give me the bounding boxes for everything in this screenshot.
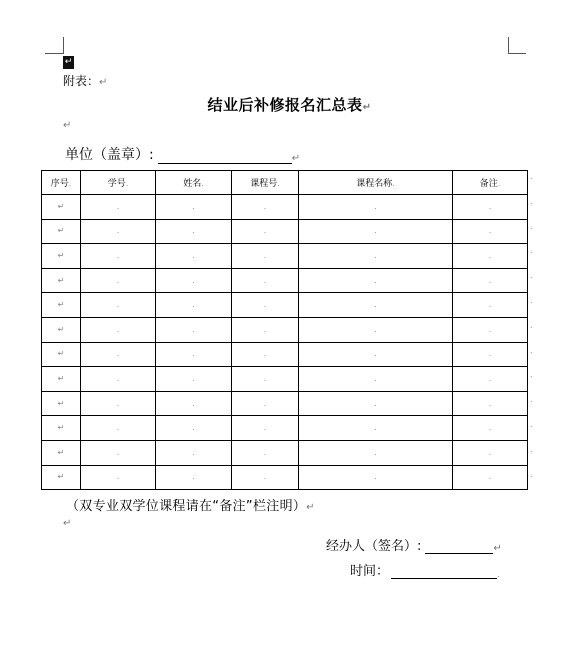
cell-end-mark: . (192, 398, 195, 408)
table-cell[interactable] (156, 342, 232, 367)
signature-field-row (326, 535, 502, 554)
cell-end-mark: . (116, 398, 120, 408)
table-row (42, 416, 528, 441)
cell-end-mark: . (263, 201, 267, 211)
cell-end-mark: . (192, 250, 195, 260)
table-cell[interactable] (81, 268, 156, 293)
cell-end-mark: . (488, 398, 492, 408)
seq-cell[interactable] (42, 391, 81, 416)
table-row (42, 342, 528, 367)
table-cell[interactable] (156, 219, 232, 244)
cell-end-mark: . (192, 300, 195, 310)
row-end-mark: . (530, 469, 533, 479)
cell-end-mark: . (116, 275, 120, 285)
paragraph-mark: ↵ (362, 102, 372, 113)
cell-end-mark: . (116, 447, 120, 457)
table-cell[interactable] (81, 317, 156, 342)
paragraph-mark: ↵ (306, 502, 315, 513)
cell-end-mark: . (192, 324, 195, 334)
header-student-id: 学号. (81, 171, 156, 195)
cell-return-mark: ↵ (57, 324, 65, 334)
row-end-mark: . (530, 172, 533, 181)
table-cell[interactable] (81, 416, 156, 441)
cell-end-mark: . (374, 226, 377, 236)
cell-end-mark: . (263, 324, 267, 334)
text-cursor[interactable]: ↵ (64, 57, 73, 67)
appendix-label (63, 72, 107, 89)
title-text: 结业后补修报名汇总表 (207, 96, 363, 114)
cell-return-mark: ↵ (57, 250, 65, 260)
seq-cell[interactable] (42, 244, 81, 269)
table-cell[interactable] (453, 367, 528, 392)
table-cell[interactable] (299, 195, 453, 220)
table-row (42, 391, 528, 416)
seq-cell[interactable] (42, 268, 81, 293)
paragraph-mark: ↵ (493, 543, 502, 554)
table-cell[interactable] (232, 416, 299, 441)
table-cell[interactable] (81, 293, 156, 318)
cell-end-mark: . (488, 250, 492, 260)
cell-end-mark: . (116, 324, 120, 334)
cell-end-mark: . (488, 226, 492, 236)
seq-cell[interactable] (42, 367, 81, 392)
header-name: 姓名. (156, 171, 232, 195)
table-cell[interactable] (81, 244, 156, 269)
table-cell[interactable] (299, 317, 453, 342)
cell-end-mark: . (116, 300, 120, 310)
seq-cell[interactable] (42, 317, 81, 342)
cell-end-mark: . (192, 447, 195, 457)
seq-cell[interactable] (42, 342, 81, 367)
table-cell[interactable] (232, 195, 299, 220)
cell-return-mark: ↵ (57, 300, 65, 310)
table-cell[interactable] (232, 244, 299, 269)
table-cell[interactable] (156, 195, 232, 220)
table-row (42, 268, 528, 293)
cell-end-mark: . (263, 275, 267, 285)
table-cell[interactable] (453, 317, 528, 342)
cell-end-mark: . (374, 472, 377, 482)
cell-return-mark: ↵ (57, 226, 65, 236)
table-cell[interactable] (81, 367, 156, 392)
table-cell[interactable] (299, 416, 453, 441)
table-cell[interactable] (453, 268, 528, 293)
cell-end-mark: . (192, 349, 195, 359)
paragraph-mark: ↵ (291, 153, 301, 164)
table-cell[interactable] (232, 440, 299, 465)
note-line (66, 495, 315, 514)
table-cell[interactable] (232, 367, 299, 392)
cell-end-mark: . (374, 398, 377, 408)
table-cell[interactable] (232, 391, 299, 416)
table-row (42, 195, 528, 220)
table-cell[interactable] (299, 268, 453, 293)
table-cell[interactable] (453, 219, 528, 244)
table-cell[interactable] (81, 391, 156, 416)
table-cell[interactable] (299, 367, 453, 392)
cell-end-mark: . (263, 398, 267, 408)
table-cell[interactable] (156, 244, 232, 269)
cell-end-mark: . (192, 373, 195, 383)
header-seq: 序号. (42, 171, 81, 195)
cell-end-mark: . (116, 373, 120, 383)
table-cell[interactable] (299, 342, 453, 367)
cell-end-mark: . (192, 423, 195, 433)
table-cell[interactable] (232, 342, 299, 367)
header-course-id: 课程号. (232, 171, 299, 195)
table-row (42, 293, 528, 318)
table-cell[interactable] (156, 465, 232, 490)
table-cell[interactable] (156, 293, 232, 318)
table-cell[interactable] (81, 440, 156, 465)
time-input-blank[interactable] (391, 562, 497, 579)
signature-input-blank[interactable] (425, 537, 493, 554)
appendix-text: 附表： (63, 74, 100, 88)
cell-end-mark: . (374, 373, 377, 383)
empty-paragraph-mark: ↵ (63, 120, 72, 131)
table-cell[interactable] (232, 317, 299, 342)
table-cell[interactable] (81, 342, 156, 367)
crop-mark-top-left-v (63, 37, 64, 54)
cell-end-mark: . (488, 349, 492, 359)
cell-end-mark: . (374, 300, 377, 310)
table-cell[interactable] (299, 293, 453, 318)
table-cell[interactable] (453, 293, 528, 318)
time-field-row (350, 560, 500, 579)
table-cell[interactable] (453, 416, 528, 441)
cell-end-mark: . (488, 447, 492, 457)
table-cell[interactable] (299, 391, 453, 416)
header-remarks: 备注. (453, 171, 528, 195)
cell-end-mark: . (488, 472, 492, 482)
seq-cell[interactable] (42, 416, 81, 441)
cell-end-mark: . (263, 349, 267, 359)
seq-cell[interactable] (42, 440, 81, 465)
table-cell[interactable] (232, 268, 299, 293)
cell-end-mark: . (488, 373, 492, 383)
cell-return-mark: ↵ (57, 423, 65, 433)
cell-end-mark: . (263, 373, 267, 383)
table-cell[interactable] (453, 342, 528, 367)
row-end-mark: . (530, 320, 533, 330)
signature-label: 经办人（签名）: (326, 539, 422, 554)
table-cell[interactable] (299, 465, 453, 490)
table-cell[interactable] (232, 465, 299, 490)
time-label: 时间： (350, 564, 390, 579)
row-end-mark: . (530, 271, 533, 281)
table-cell[interactable] (156, 416, 232, 441)
row-end-mark: . (530, 395, 533, 405)
paragraph-mark: . (497, 570, 500, 579)
unit-field-row (65, 144, 300, 164)
document-title (0, 94, 579, 115)
cell-end-mark: . (263, 447, 267, 457)
cell-end-mark: . (192, 472, 195, 482)
table-body (42, 195, 528, 490)
table-cell[interactable] (156, 440, 232, 465)
cell-end-mark: . (263, 226, 267, 236)
cell-end-mark: . (488, 300, 492, 310)
table-cell[interactable] (453, 465, 528, 490)
table-cell[interactable] (232, 219, 299, 244)
row-end-mark: . (530, 196, 533, 206)
table-cell[interactable] (453, 391, 528, 416)
table-cell[interactable] (156, 391, 232, 416)
cell-end-mark: . (263, 472, 267, 482)
table-header-row (42, 171, 528, 195)
cell-end-mark: . (263, 423, 267, 433)
table-cell[interactable] (453, 195, 528, 220)
note-text: （双专业双学位课程请在“备注”栏注明） (66, 499, 307, 514)
cell-end-mark: . (263, 250, 267, 260)
summary-table (41, 170, 528, 490)
table-row (42, 465, 528, 490)
cell-end-mark: . (374, 349, 377, 359)
row-end-mark: . (530, 221, 533, 231)
cell-end-mark: . (116, 250, 120, 260)
unit-input-blank[interactable] (158, 147, 292, 164)
cell-end-mark: . (488, 201, 492, 211)
table-row (42, 219, 528, 244)
row-end-mark: . (530, 420, 533, 429)
table-cell[interactable] (299, 440, 453, 465)
table-row (42, 244, 528, 269)
cell-return-mark: ↵ (57, 373, 65, 383)
crop-mark-top-right-h (508, 53, 526, 54)
seq-cell[interactable] (42, 293, 81, 318)
cell-end-mark: . (488, 324, 492, 334)
table-cell[interactable] (156, 268, 232, 293)
seq-cell[interactable] (42, 219, 81, 244)
header-course-name: 课程名称. (299, 171, 453, 195)
cell-end-mark: . (488, 275, 492, 285)
row-end-mark: . (530, 345, 533, 355)
row-end-mark: . (530, 296, 533, 305)
cell-end-mark: . (488, 423, 492, 433)
cell-end-mark: . (116, 423, 120, 433)
empty-paragraph-mark: ↵ (63, 518, 72, 529)
table-cell[interactable] (81, 219, 156, 244)
seq-cell[interactable] (42, 195, 81, 220)
table-cell[interactable] (299, 244, 453, 269)
cell-return-mark: ↵ (57, 349, 65, 359)
cell-end-mark: . (116, 472, 120, 482)
table-row (42, 367, 528, 392)
table-cell[interactable] (453, 440, 528, 465)
table-row (42, 440, 528, 465)
table-row (42, 317, 528, 342)
row-end-mark: . (530, 246, 533, 256)
cell-end-mark: . (263, 300, 267, 310)
cell-end-mark: . (192, 201, 195, 211)
table-cell[interactable] (156, 367, 232, 392)
table-cell[interactable] (81, 465, 156, 490)
crop-mark-top-right-v (508, 37, 509, 54)
cell-end-mark: . (374, 250, 377, 260)
seq-cell[interactable] (42, 465, 81, 490)
cell-end-mark: . (374, 447, 377, 457)
cell-return-mark: ↵ (57, 398, 65, 408)
table-cell[interactable] (453, 244, 528, 269)
cell-return-mark: ↵ (57, 275, 65, 285)
paragraph-mark: ↵ (99, 77, 108, 88)
cell-end-mark: . (374, 201, 377, 211)
cell-end-mark: . (192, 275, 195, 285)
table-cell[interactable] (232, 293, 299, 318)
row-end-mark: . (530, 370, 533, 380)
cell-end-mark: . (374, 275, 377, 285)
cell-end-mark: . (374, 324, 377, 334)
unit-label: 单位（盖章）: (65, 147, 154, 163)
cell-end-mark: . (192, 226, 195, 236)
cell-end-mark: . (374, 423, 377, 433)
cell-end-mark: . (116, 226, 120, 236)
row-end-mark: . (530, 444, 533, 454)
cell-return-mark: ↵ (57, 447, 65, 457)
cell-return-mark: ↵ (57, 201, 65, 211)
table-cell[interactable] (81, 195, 156, 220)
table-cell[interactable] (156, 317, 232, 342)
table-cell[interactable] (299, 219, 453, 244)
cell-return-mark: ↵ (57, 472, 65, 482)
cell-end-mark: . (116, 201, 120, 211)
cell-end-mark: . (116, 349, 120, 359)
crop-mark-top-left-h (45, 53, 63, 54)
